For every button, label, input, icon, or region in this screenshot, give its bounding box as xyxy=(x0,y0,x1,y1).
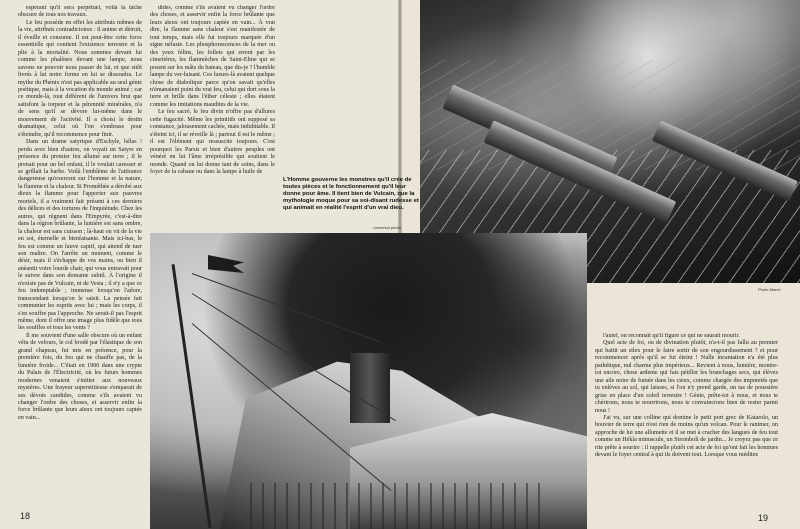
photo-caption: L'Homme gouverne les monstres qu'il crée de toutes pièces et le fonctionnement qu'il leur donne pour âme. Il tient bien de Vulcain, que la mythologie moque pour sa soi-disant rudesse et qui animait en réalité l'esprit d'un vrai dieu. xyxy=(283,177,419,211)
left-column-2 xyxy=(150,5,275,225)
paragraph: Le feu possède en effet les attributs mêmes de la vie, attributs contradictoires : il anime et détruit, il éveille et consume. Il est peut-être cette force essentielle qui contient l'existence terrestre et la plie à la mortalité. Nous sommes devant lui comme les phalènes devant une lampe, nous savons ne pouvoir nous passer de lui, et que sitôt livrés à lui notre forme en lui se dissoudra. Le mythe du Phénix n'est pas applicable au seul génie poétique, mais à la vocation du monde animé ; car ce monde-là, tout différent de l'univers brut que satisfont la torpeur et la pérennité minérales, n'a de sens qu'il se dévore lui-même dans le mouvement de l'activité. Il a choisi le destin dramatique, celui où l'on s'embrase pour s'éteindre, qu'il recommence pour finir. xyxy=(18,19,142,138)
paragraph: Dans un drame satyrique d'Eschyle, hélas ! perdu avec bien d'autres, on voyait un Satyre en présence du premier feu allumé sur terre ; il le prenait pour un bel enfant, il le voulait caresser et se grillait la barbe. Voilà l'emblème de l'attirance dangereuse qu'exercent sur l'homme et la nature, la flamme et la chaleur. Si Prométhée a dérobé aux dieux la flamme pour l'apporter aux pauvres mortels, il a vraiment fait présent à ces derniers des délices et des tortures de l'inquiétude. Chez les autres, qui règnent dans l'Empyrée, c'est-à-dire dans la région brûlante, la lumière est sans ombre, la chaleur est sans cuisson ; là-haut on vit de la vie en soi, éternelle et bienfaisante. Mais ici-bas, le feu est comme un fauve captif, qui attend de tuer son maître. On l'arrête un moment, comme le désir, mais il s'échappe de vos mains, ou bien il anéantit votre lourde chair, qui vous entravait pour le suivre dans son domaine subtil. À l'origine il n'existe pas de Vulcain, ni de Vesta ; il n'y a que ce feu indomptable ; immense lorsqu'on l'adore, transcendant lorsqu'on le saisit. La pensée fait communier les esprits avec lui ; mais les corps, il s'en souffre pas l'approche. Ne serait-il pas l'esprit même, dont il offre une image plus fidèle que tous les souffles et tous les vents ? xyxy=(18,139,142,332)
ship-smoke-photo xyxy=(150,233,587,529)
paragraph: J'ai vu, sur une colline qui domine le petit port grec de Katarolo, un bouvier de terre qui n'est rien de moins qu'un volcan. Pour le ranimer, on approche de lui une allumette et il se met à cracher des langues de feu tout comme un Hékla minuscule, un Stromboli de jardin... Je croyez pas que ce rite prête à sourire : il rappelle plutôt cet acte de foi qu'ont fait les hommes devant le foyer central à qui ils doivent tout. Lorsque vous méditez xyxy=(595,414,778,459)
paragraph: dides, comme s'ils avaient vu changer l'ordre des choses, et asservir enfin la force brûlante que leurs aïeux ont toujours captée en vain... À vrai dire, la flamme sans chaleur s'est manifestée de tout temps, mais elle fut toujours marquée d'un signe néfaste. Les phosphorescences de la mer ou des yeux félins, les follets qui errent par les cimetières, les flammèches de Saint-Elme qui se posent sur les mâts du bateau, que dis-je ? l'humble lampe du ver-luisant. Ces lueurs-là avaient quelque chose de diabolique parce qu'on savait qu'elles n'émanaient point du vrai feu, celui qui dort sous la terre et brille dans l'éther céleste ; elles étaient comme les imitations maudites de la vie. xyxy=(150,5,275,108)
paragraph: Le feu sacré, le feu divin n'offre pas d'allures cette fugacité. Même les primitifs ont supposé sa constance, jalousement cachée, mais indubitable. Il s'éteint ici, il se réveille là ; partout il est le même ; il est l'élément qui ressuscite toujours. C'est pourquoi les Parsis et bien d'autres peuples ont vénéré en lui l'âme irréprésible qui soutient le monde. Quand on lui donne tant de soins, dans le foyer de la cabane ou dans la lampe à huile de xyxy=(150,109,275,175)
page-number-left: 18 xyxy=(20,511,31,521)
paragraph: l'autel, on reconnaît qu'il figure ce qui ne saurait mourir. xyxy=(603,333,740,339)
page-number-right: 19 xyxy=(758,513,769,523)
paragraph: espérant qu'il sera perpétuel, voilà la tâche obscure de tous nos travaux. xyxy=(18,5,142,19)
right-column xyxy=(595,333,778,519)
photo-credit: Universal photo xyxy=(373,225,401,230)
photo-credit: Photo Manel xyxy=(758,287,781,292)
paragraph: Il me souvient d'une salle obscure où un enfant vêtu de velours, le col brodé par l'élastique de son grand chapeau, fut mis en présence, pour la première fois, du feu qui ne chauffe pas, de la lumière froide... C'était en 1900 dans une crypte du Palais de l'Électricité, où les futurs hommes modernes venaient s'initier aux nouveaux mystères. Une frayeur superstitieuse s'emparait de ses dévots candides, comme s'ils avaient vu changer l'ordre des choses, et asservir enfin la force brûlante que leurs aïeux ont toujours captée en vain... xyxy=(18,332,142,421)
photo-rigging xyxy=(192,273,380,342)
left-column-1 xyxy=(18,5,142,490)
photo-railing xyxy=(240,483,540,529)
paragraph: Quel acte de foi, ou de divination plutôt, n'a-t-il pas fallu au premier qui battit un silex pour le faire sortir de son engourdissement ? et pour recommencer après qu'il se fut éteint ! Nulle incantation n'a été plus pathétique, nul charme plus impérieux... Revient à nous, lumière, montre-toi encore, chose ardente qui fais pétiller les branchages secs, qui élèves une aile noire de fumée dans les cieux, comme chargée des impuretés que tu enlèves au sol, qui laisses, si l'on n'y prend garde, un tas de poussière grise en place d'un soleil terrestre ! Génie, prête-toi à nous, et nous te chérirons, nous te nourrirons, nous te convaincrons bien de rester parmi nous ! xyxy=(595,340,778,414)
photo-ship-mast xyxy=(172,264,212,528)
photo-flag xyxy=(208,255,244,273)
